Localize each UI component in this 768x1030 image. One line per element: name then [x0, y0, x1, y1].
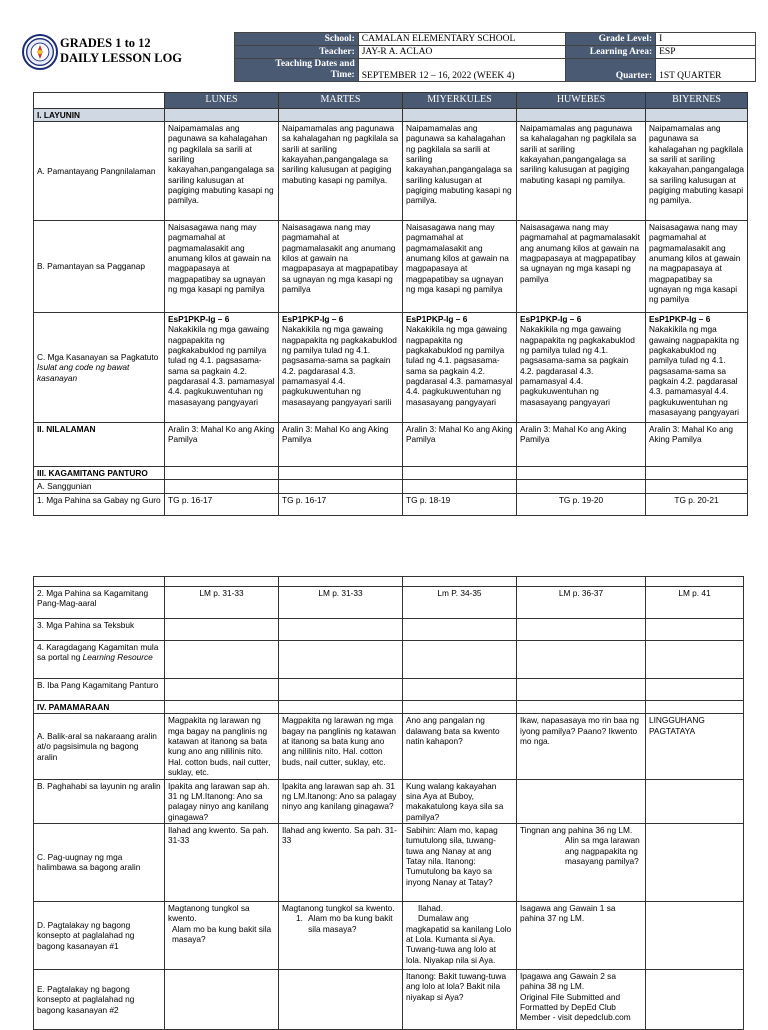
dates-value: SEPTEMBER 12 – 16, 2022 (WEEK 4)	[358, 59, 566, 82]
cell-nilalaman-lunes: Aralin 3: Mahal Ko ang Aking Pamilya	[165, 422, 279, 466]
label-karagdagang-kagamitan	[34, 641, 165, 679]
label-kasanayan-text: C. Mga Kasanayan sa Pagkatuto	[37, 351, 159, 362]
label-kasanayan	[34, 312, 165, 422]
header-title-line2: DAILY LESSON LOG	[60, 51, 183, 65]
row-pamamaraan	[34, 701, 744, 714]
label-kasanayan-note: Isulat ang code ng bawat kasanayan	[37, 362, 130, 383]
quarter-label: Quarter:	[566, 59, 656, 82]
cell-pag-uugnay-huwebes	[517, 823, 646, 901]
cell-lm-huwebes: LM p. 36-37	[517, 587, 646, 619]
cell-c-lunes	[165, 312, 279, 422]
competency-code: EsP1PKP-Ig – 6	[649, 313, 711, 324]
cell-tg-biyernes: TG p. 20-21	[646, 493, 748, 515]
school-label: School:	[235, 33, 359, 46]
row-balik-aral	[34, 714, 744, 779]
cell-pag-uugnay-martes: Ilahad ang kwento. Sa pah. 31-33	[279, 823, 403, 901]
row-sanggunian	[34, 480, 748, 493]
cell-lm-lunes: LM p. 31-33	[165, 587, 279, 619]
row-kagamitang-pang-mag-aaral	[34, 587, 744, 619]
pagtalakay1-martes-intro: Magtanong tungkol sa kwento.	[282, 902, 395, 913]
cell-nilalaman-huwebes: Aralin 3: Mahal Ko ang Aking Pamilya	[517, 422, 646, 466]
day-header-lunes: LUNES	[165, 93, 279, 109]
blank-top-row	[34, 577, 744, 587]
cell-lm-martes: LM p. 31-33	[279, 587, 403, 619]
label-sanggunian: A. Sanggunian	[34, 480, 165, 493]
label-paghahabi: B. Paghahabi sa layunin ng aralin	[34, 779, 165, 823]
cell-nilalaman-miyerkules: Aralin 3: Mahal Ko ang Aking Pamilya	[403, 422, 517, 466]
label-pagtalakay-1: D. Pagtalakay ng bagong konsepto at paglalahad ng bagong kasanayan #1	[34, 901, 165, 969]
cell-tg-huwebes: TG p. 19-20	[517, 493, 646, 515]
competency-code: EsP1PKP-Ig – 6	[520, 313, 582, 324]
pagtalakay1-martes-question: Alam mo ba kung bakit sila masaya?	[308, 913, 393, 934]
label-balik-aral: A. Balik-aral sa nakaraang aralin at/o pagsisimula ng bagong aralin	[34, 714, 165, 779]
label-learning-resource: Learning Resource	[82, 652, 153, 663]
header	[20, 32, 756, 80]
grade-label: Grade Level:	[566, 33, 656, 46]
area-label: Learning Area:	[566, 46, 656, 59]
competency-code: EsP1PKP-Ig – 6	[168, 313, 230, 324]
quarter-value: 1ST QUARTER	[656, 59, 756, 82]
cell-paghahabi-martes: Ipakita ang larawan sap ah. 31 ng LM.Itanong: Ano sa palagay ninyo ang kanilang ginagawa?	[279, 779, 403, 823]
row-iba-pang-kagamitan	[34, 679, 744, 701]
row-pagtalakay-2	[34, 969, 744, 1029]
cell-tg-lunes: TG p. 16-17	[165, 493, 279, 515]
row-teksbuk	[34, 619, 744, 641]
row-nilalaman	[34, 422, 748, 466]
pag-uugnay-huwebes-question: Alin sa mga larawan ang nagpapakita ng masayang pamilya?	[565, 835, 640, 867]
day-header-row	[34, 93, 748, 109]
cell-b-biyernes: Naisasagawa nang may pagmamahal at pagmamalasakit ang anumang kilos at gawain na magpapasaya at magpapatibay sa ugnayan ng mga kasapi ng pamilya	[646, 220, 748, 312]
competency-text: Nakakikila ng mga gawaing nagpapakita ng pagkakabuklod ng pamilya tulad ng 4.1. pagsasama-sama sa pagkain 4.2. pagdarasal 4.3. pamamasyal 4.4. pagkukuwentuhan ng masasayang pangyayari	[168, 324, 275, 407]
cell-balik-aral-huwebes: Ikaw, napasasaya mo rin baa ng iyong pamilya? Paano? Ikwento mo nga.	[517, 714, 646, 779]
dates-label-line1: Teaching Dates and	[275, 59, 355, 69]
label-kagamitang-panturo: III. KAGAMITANG PANTURO	[34, 466, 165, 479]
label-teksbuk: 3. Mga Pahina sa Teksbuk	[34, 619, 165, 641]
header-info-grid	[234, 32, 756, 82]
cell-pagtalakay1-huwebes: Isagawa ang Gawain 1 sa pahina 37 ng LM.	[517, 901, 646, 969]
competency-text: Nakakikila ng mga gawaing nagpapakita ng pagkakabuklod ng pamilya tulad ng 4.1. pagsasama-sama sa pagkain 4.2. pagdarasal 4.3. pamamasyal 4.4. pagkukuwentuhan ng masasayang pangyayari	[520, 324, 635, 407]
row-paghahabi	[34, 779, 744, 823]
row-pagtalakay-1	[34, 901, 744, 969]
pag-uugnay-huwebes-instruction: Tingnan ang pahina 36 ng LM.	[520, 824, 633, 835]
cell-balik-aral-biyernes: LINGGUHANG PAGTATAYA	[646, 714, 744, 779]
day-header-martes: MARTES	[279, 93, 403, 109]
cell-pagtalakay1-lunes	[165, 901, 279, 969]
dates-label	[235, 59, 359, 82]
label-pamantayang-pangnilalaman: A. Pamantayang Pangnilalaman	[34, 121, 165, 220]
cell-c-martes	[279, 312, 403, 422]
competency-text: Nakakikila ng mga gawaing nagpapakita ng pagkakabuklod ng pamilya tulad ng 4.1. pagsasama-sama sa pagkain 4.2. pagdarasal 4.3. pamamasyal 4.4. pagkukuwentuhan ng masasayang pangyayari	[406, 324, 513, 407]
label-gabay-ng-guro: 1. Mga Pahina sa Gabay ng Guro	[34, 493, 165, 515]
cell-a-biyernes: Naipamamalas ang pagunawa sa kahalagahan ng pagkilala sa sarili at sariling kakayahan,pangangalaga sa sariling kalusugan at pagiging mabuting kasapi ng pamilya.	[646, 121, 748, 220]
teacher-label: Teacher:	[235, 46, 359, 59]
cell-tg-martes: TG p. 16-17	[279, 493, 403, 515]
cell-pag-uugnay-lunes: Ilahad ang kwento. Sa pah. 31-33	[165, 823, 279, 901]
cell-paghahabi-miyerkules: Kung walang kakayahan sina Aya at Buboy, makakatulong kaya sila sa pamilya?	[403, 779, 517, 823]
row-pamantayang-pangnilalaman	[34, 121, 748, 220]
row-kasanayan-sa-pagkatuto	[34, 312, 748, 422]
competency-text: Nakakikila ng mga gawaing nagpapakita ng pagkakabuklod ng pamilya tulad ng 4.1. pagsasama-sama sa pagkain 4.2. pagdarasal 4.3. pamamasyal 4.4. pagkukuwentuhan ng masasayang pangyayari sarili	[282, 324, 397, 407]
cell-c-biyernes	[646, 312, 748, 422]
cell-lm-biyernes: LM p. 41	[646, 587, 744, 619]
competency-code: EsP1PKP-Ig – 6	[406, 313, 468, 324]
section-layunin	[34, 108, 748, 121]
pagtalakay1-miyerkules-intro: Ilahad.	[418, 902, 443, 913]
label-pamantayan-sa-pagganap: B. Pamantayan sa Pagganap	[34, 220, 165, 312]
label-iba-pang-kagamitan: B. Iba Pang Kagamitang Panturo	[34, 679, 165, 701]
label-karagdagang-text: 4. Karagdagang Kagamitan mula sa portal ng	[37, 642, 159, 663]
header-title-line1: GRADES 1 to 12	[60, 36, 151, 50]
row-karagdagang-kagamitan	[34, 641, 744, 679]
teacher-value: JAY-R A. ACLAO	[358, 46, 566, 59]
pagtalakay2-huwebes-instruction: Ipagawa ang Gawain 2 sa pahina 38 ng LM.	[520, 970, 616, 992]
pagtalakay1-martes-list	[282, 913, 399, 934]
cell-pag-uugnay-miyerkules: Sabihin: Alam mo, kapag tumutulong sila, tuwang-tuwa ang Nanay at ang Tatay nila. Itanong: Tumutulong ba kayo sa inyong Nanay at Tatay?	[403, 823, 517, 901]
cell-paghahabi-lunes: Ipakita ang larawan sap ah. 31 ng LM.Itanong: Ano sa palagay ninyo ang kanilang ginagawa?	[165, 779, 279, 823]
pagtalakay1-lunes-intro: Magtanong tungkol sa kwento.	[168, 902, 250, 924]
competency-text: Nakakikila ng mga gawaing nagpapakita ng pagkakabuklod ng pamilya tulad ng 4.1. pagsasama-sama sa pagkain 4.2. pagdarasal 4.3. pamamasyal 4.4. pagkukuwentuhan ng masasayang pangyayari	[649, 324, 739, 418]
label-pamamaraan: IV. PAMAMARAAN	[34, 701, 165, 714]
row-kagamitang-panturo	[34, 466, 748, 479]
section-layunin-label: I. LAYUNIN	[34, 108, 165, 121]
cell-balik-aral-lunes: Magpakita ng larawan ng mga bagay na panglinis ng katawan at itanong sa bata kung ano ang nililinis nito. Hal. cotton buds, nail cutter, suklay, etc.	[165, 714, 279, 779]
cell-pagtalakay2-huwebes	[517, 969, 646, 1029]
cell-pagtalakay1-miyerkules	[403, 901, 517, 969]
row-gabay-ng-guro	[34, 493, 748, 515]
deped-seal-icon	[22, 34, 58, 70]
row-pag-uugnay	[34, 823, 744, 901]
dates-label-line2: Time:	[330, 70, 355, 80]
cell-a-miyerkules: Naipamamalas ang pagunawa sa kahalagahan ng pagkilala sa sarili at sariling kakayahan,pangangalaga sa sariling kalusugan at pagiging mabuting kasapi ng pamilya.	[403, 121, 517, 220]
cell-b-martes: Naisasagawa nang may pagmamahal at pagmamalasakit ang anumang kilos at gawain na magpapasaya at magpapatibay sa ugnayan ng mga kasapi ng pamilya	[279, 220, 403, 312]
label-pag-uugnay: C. Pag-uugnay ng mga halimbawa sa bagong aralin	[34, 823, 165, 901]
pagtalakay1-lunes-question: Alam mo ba kung bakit sila masaya?	[172, 923, 272, 945]
day-header-biyernes: BIYERNES	[646, 93, 748, 109]
row-pamantayan-sa-pagganap	[34, 220, 748, 312]
competency-code: EsP1PKP-Ig – 6	[282, 313, 344, 324]
lesson-log-table-page1	[33, 92, 748, 516]
pagtalakay1-miyerkules-story: Dumalaw ang magkapatid sa kanilang Lolo at Lola. Kumanta si Aya. Tuwang-tuwa ang lolo at lola. Niyakap nila si Aya.	[406, 913, 512, 965]
cell-pagtalakay1-martes	[279, 901, 403, 969]
cell-b-miyerkules: Naisasagawa nang may pagmamahal at pagmamalasakit ang anumang kilos at gawain na magpapasaya at magpapatibay sa ugnayan ng mga kasapi ng pamilya	[403, 220, 517, 312]
cell-balik-aral-miyerkules: Ano ang pangalan ng dalawang bata sa kwento natin kahapon?	[403, 714, 517, 779]
lesson-log-table-page2	[33, 576, 744, 1030]
pagtalakay2-huwebes-credit: Original File Submitted and Formatted by DepEd Club Member - visit depedclub.com	[520, 991, 631, 1023]
cell-nilalaman-martes: Aralin 3: Mahal Ko ang Aking Pamilya	[279, 422, 403, 466]
cell-a-lunes: Naipamamalas ang pagunawa sa kahalagahan ng pagkilala sa sarili at sariling kakayahan,pangangalaga sa sariling kalusugan at pagiging mabuting kasapi ng pamilya.	[165, 121, 279, 220]
list-number: 1.	[296, 913, 303, 924]
area-value: ESP	[656, 46, 756, 59]
day-header-huwebes: HUWEBES	[517, 93, 646, 109]
label-kagamitang-pang-mag-aaral: 2. Mga Pahina sa Kagamitang Pang-Mag-aaral	[34, 587, 165, 619]
day-header-miyerkules: MIYERKULES	[403, 93, 517, 109]
cell-b-lunes: Naisasagawa nang may pagmamahal at pagmamalasakit ang anumang kilos at gawain na magpapasaya at magpapatibay sa ugnayan ng mga kasapi ng pamilya	[165, 220, 279, 312]
cell-c-huwebes	[517, 312, 646, 422]
grade-value: I	[656, 33, 756, 46]
label-pagtalakay-2: E. Pagtalakay ng bagong konsepto at paglalahad ng bagong kasanayan #2	[34, 969, 165, 1029]
cell-pagtalakay2-miyerkules: Itanong: Bakit tuwang-tuwa ang lolo at lola? Bakit nila niyakap si Aya?	[403, 969, 517, 1029]
label-nilalaman: II. NILALAMAN	[34, 422, 165, 466]
school-value: CAMALAN ELEMENTARY SCHOOL	[358, 33, 566, 46]
cell-a-martes: Naipamamalas ang pagunawa sa kahalagahan ng pagkilala sa sarili at sariling kakayahan,pangangalaga sa sariling kalusugan at pagiging mabuting kasapi ng pamilya.	[279, 121, 403, 220]
cell-nilalaman-biyernes: Aralin 3: Mahal Ko ang Aking Pamilya	[646, 422, 748, 466]
cell-tg-miyerkules: TG p. 18-19	[403, 493, 517, 515]
cell-balik-aral-martes: Magpakita ng larawan ng mga bagay na panglinis ng katawan at itanong sa bata kung ano ang nililinis nito. Hal. cotton buds, nail cutter, suklay, etc.	[279, 714, 403, 779]
cell-b-huwebes: Naisasagawa nang may pagmamahal at pagmamalasakit ang anumang kilos at gawain na magpapasaya at magpapatibay sa ugnayan ng mga kasapi ng pamilya	[517, 220, 646, 312]
cell-c-miyerkules	[403, 312, 517, 422]
cell-a-huwebes: Naipamamalas ang pagunawa sa kahalagahan ng pagkilala sa sarili at sariling kakayahan,pangangalaga sa sariling kalusugan at pagiging mabuting kasapi ng pamilya.	[517, 121, 646, 220]
cell-lm-miyerkules: Lm P. 34-35	[403, 587, 517, 619]
